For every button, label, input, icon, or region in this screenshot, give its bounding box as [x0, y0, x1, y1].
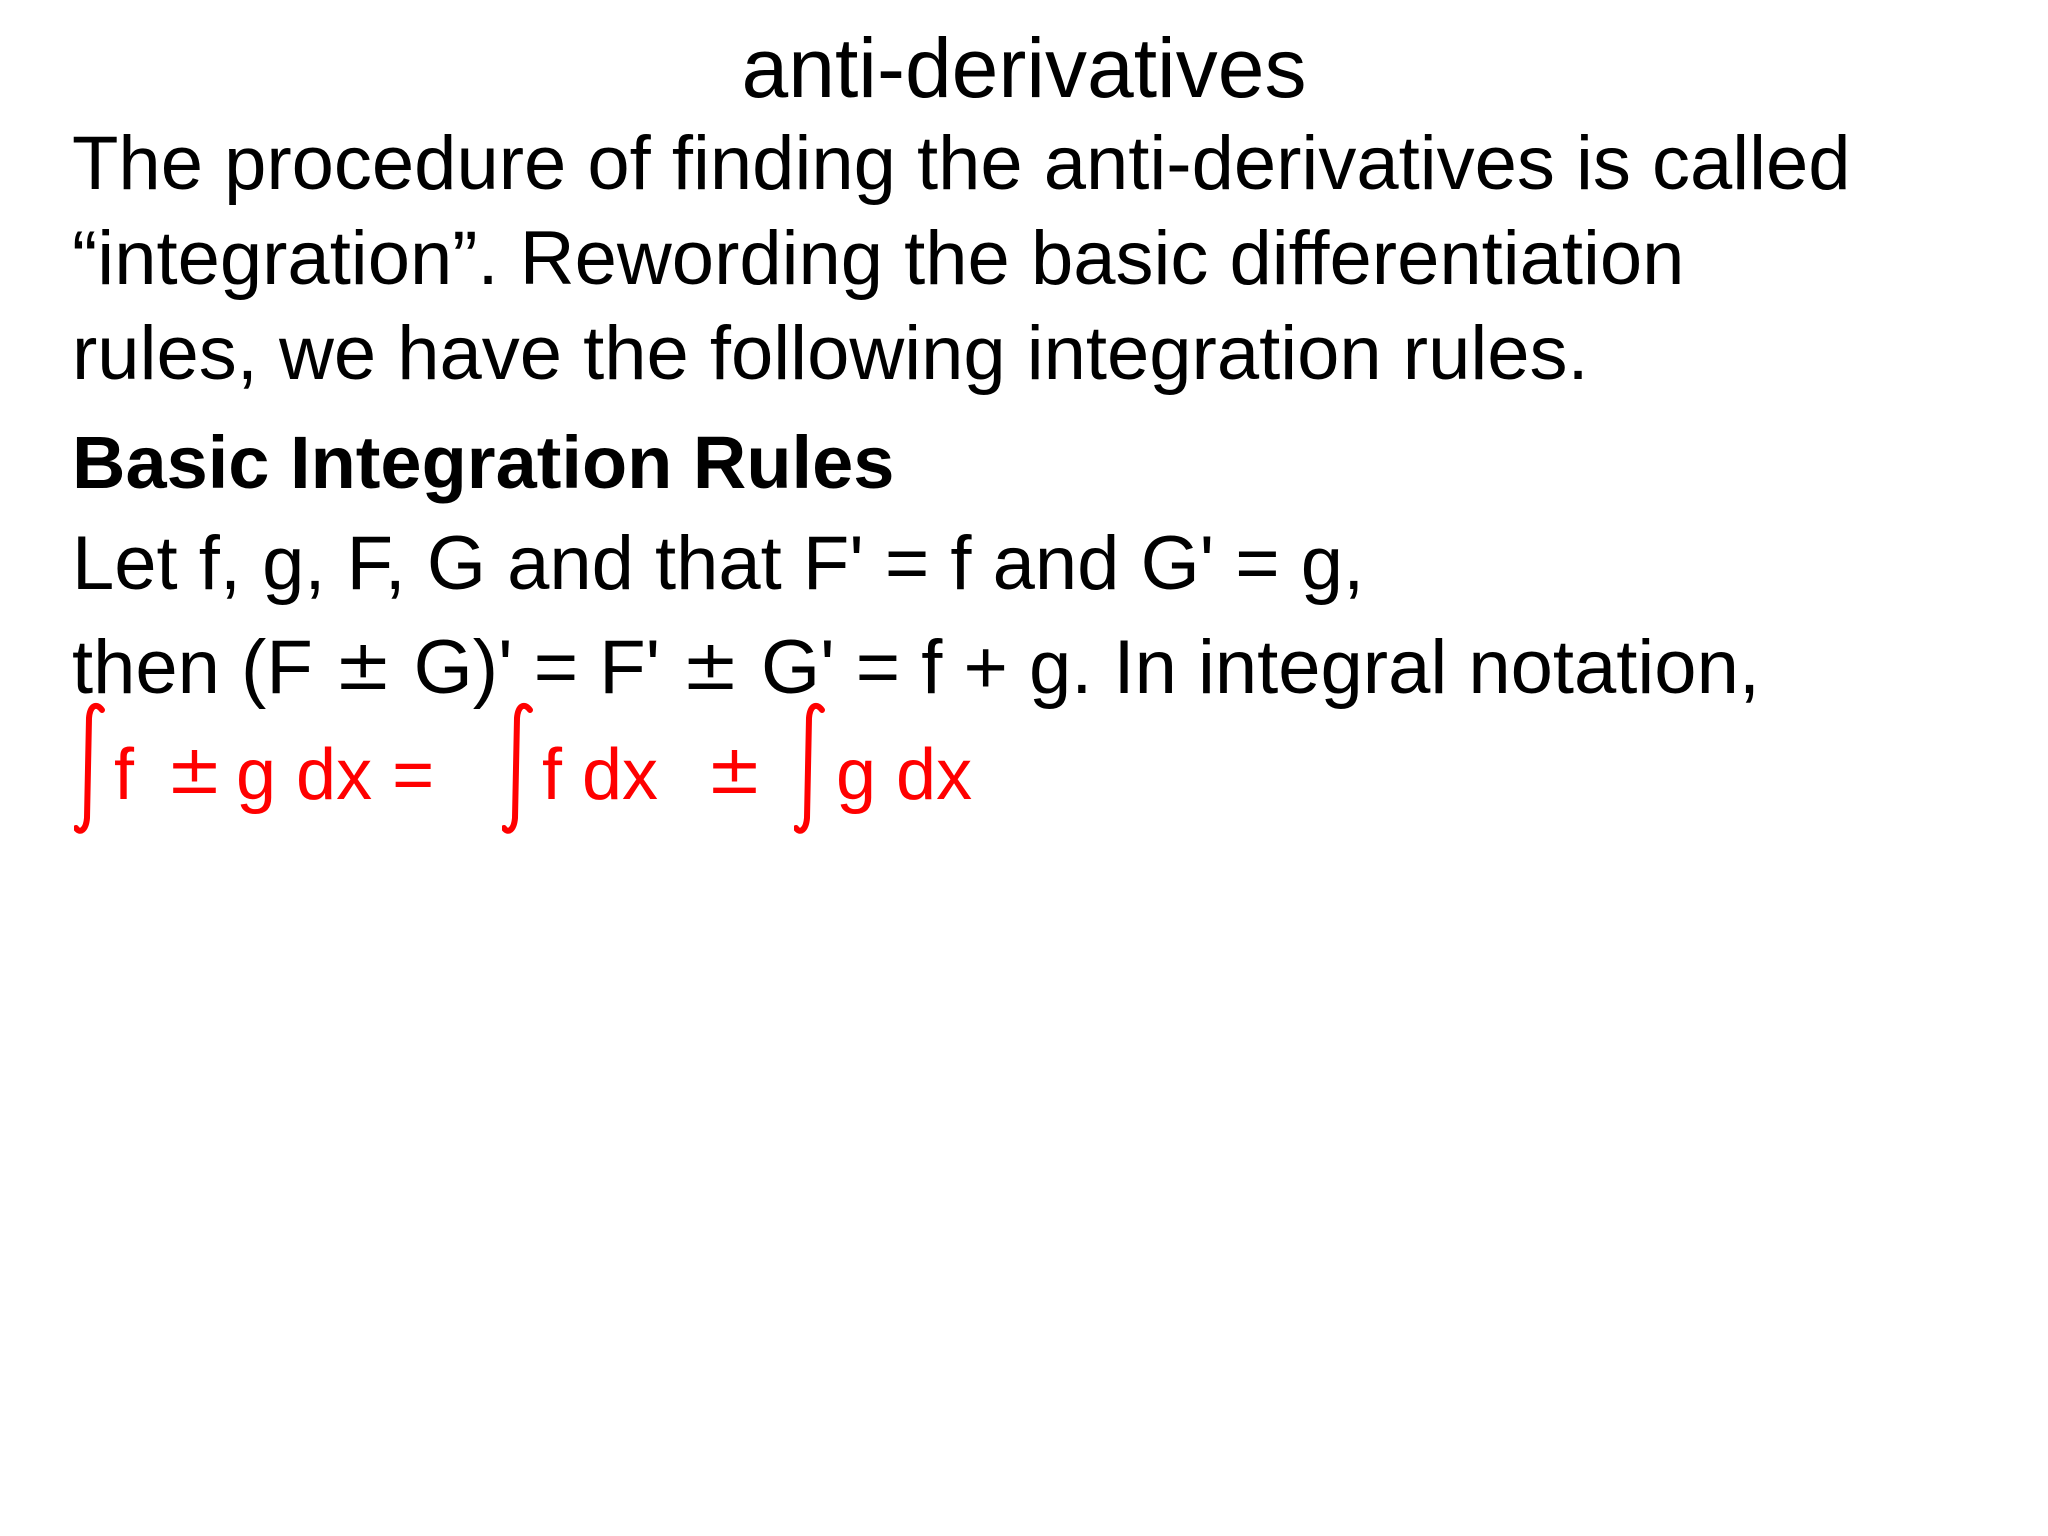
statement-line-2-part-b: G)' = F' — [392, 625, 682, 710]
integral-formula — [70, 700, 1070, 840]
plus-minus-symbol: ± — [166, 731, 223, 810]
integral-sign-icon — [794, 700, 828, 836]
integral-sign-icon — [502, 700, 536, 836]
statement-line-1: Let f, g, F, G and that F' = f and G' = g, — [72, 521, 1365, 606]
plus-minus-symbol: ± — [706, 731, 763, 810]
statement-line-2-part-c: G' = f + g. In integral notation, — [739, 625, 1760, 710]
integral-sign-icon — [74, 700, 108, 836]
formula-part-2: g dx = — [236, 735, 435, 815]
plus-minus-symbol: ± — [681, 624, 740, 706]
paragraph-line-3: rules, we have the following integration rules. — [72, 311, 1589, 396]
slide-title: anti-derivatives — [741, 21, 1307, 115]
formula-part-4: g dx — [836, 735, 973, 815]
paragraph-line-2: “integration”. Rewording the basic differentiation — [72, 216, 1685, 301]
formula-part-1: f — [114, 735, 135, 815]
plus-minus-symbol: ± — [333, 624, 393, 706]
statement-line-2-part-a: then (F — [72, 625, 334, 710]
section-heading: Basic Integration Rules — [72, 421, 895, 504]
formula-part-3: f dx — [542, 735, 659, 815]
paragraph-line-1: The procedure of finding the anti-derivatives is called — [72, 121, 1851, 206]
